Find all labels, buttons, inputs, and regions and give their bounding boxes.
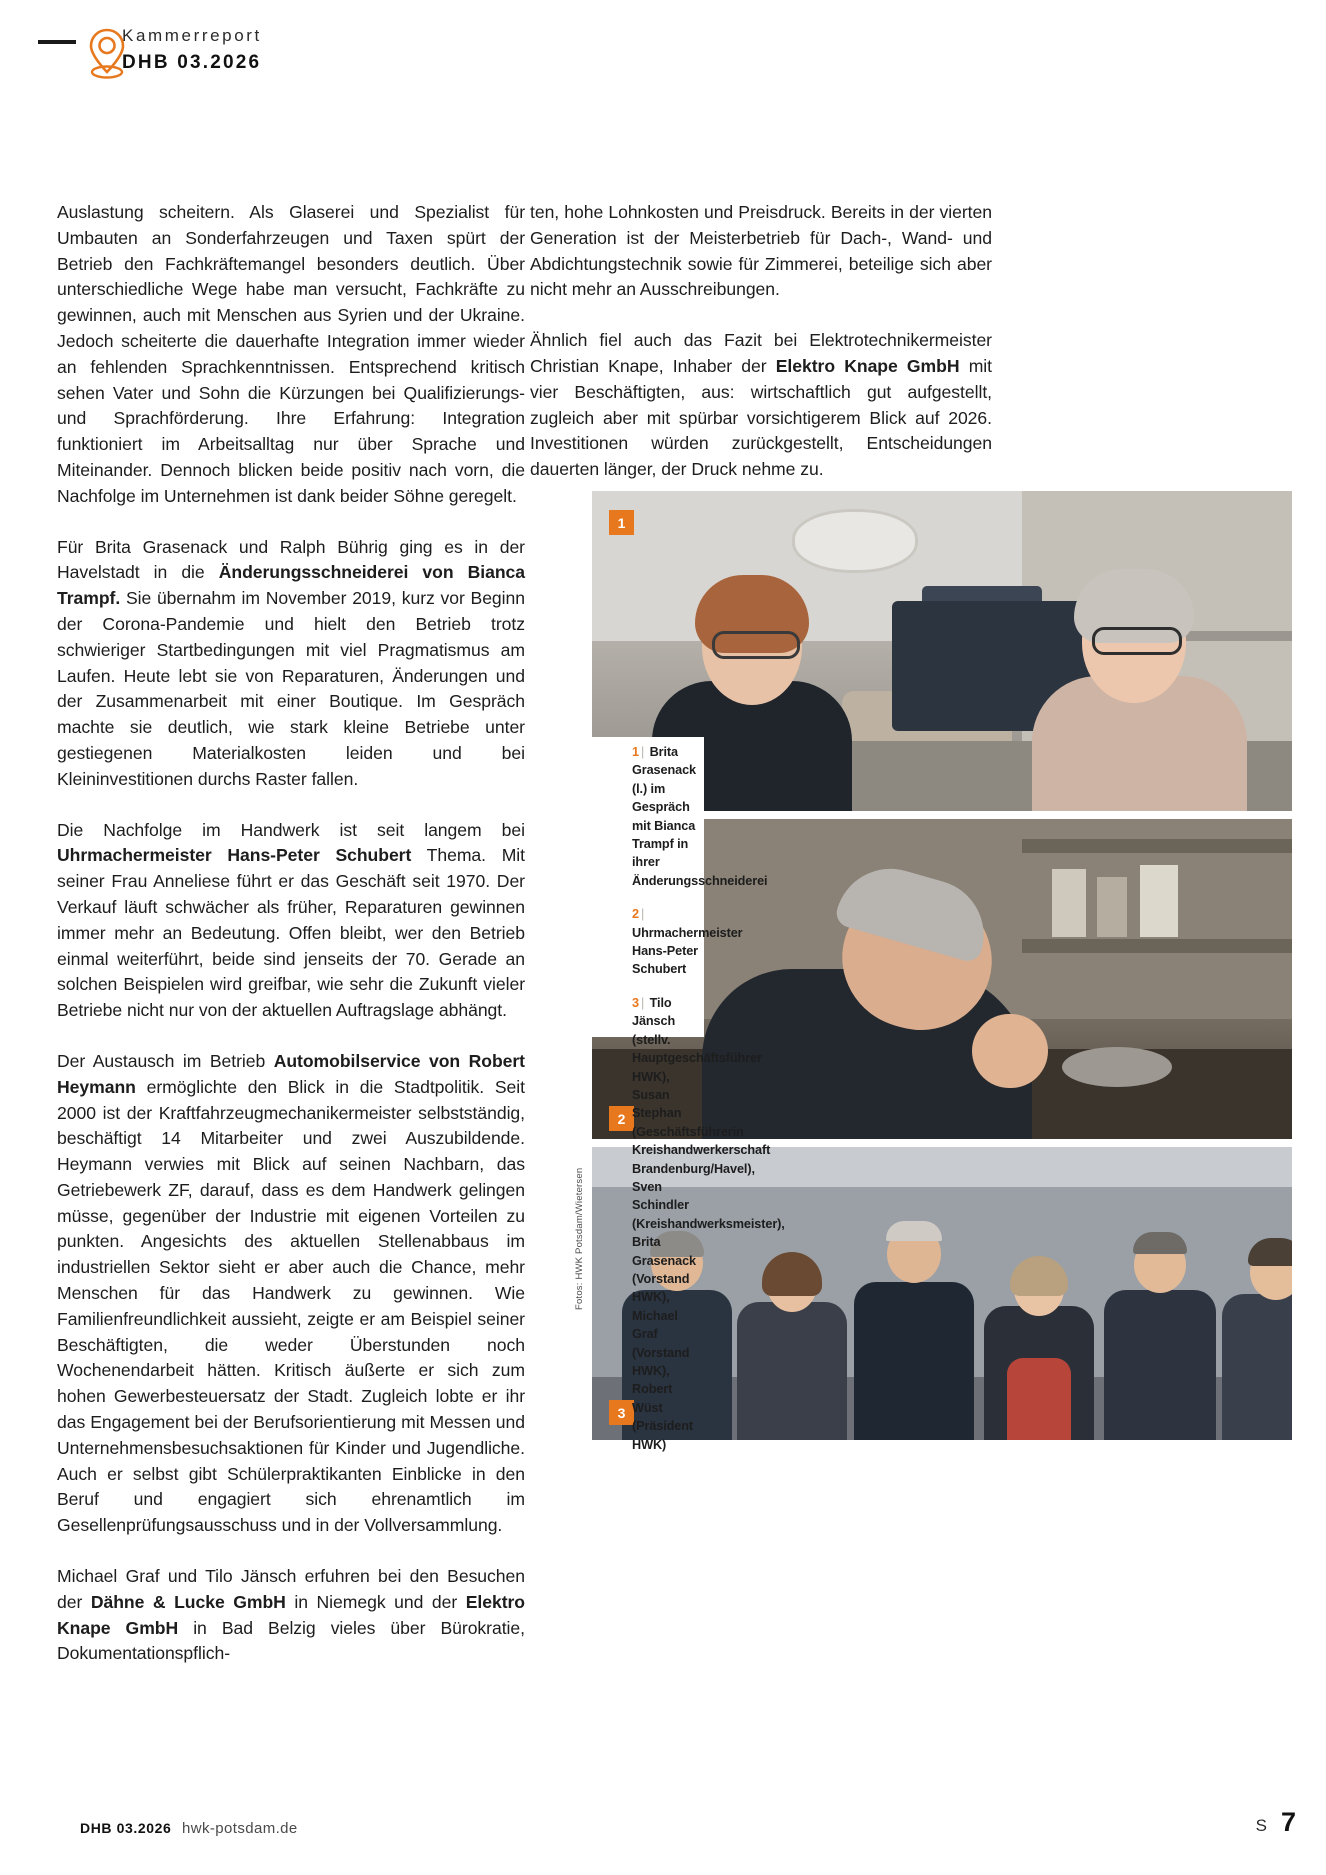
page-footer: [0, 1785, 1326, 1875]
article-right-paragraph: Ähnlich fiel auch das Fazit bei Elektrotechnikermeister Christian Knape, Inhaber der Elektro Knape GmbH mit vier Beschäftigten, aus: wirtschaftlich gut aufgestellt, zugleich aber mit spürbar vorsichtigerem Blick auf 2026. Investitionen würden zurückgestellt, Entscheidungen dauerten länger, der Druck nehme zu.: [530, 330, 992, 480]
highlighted-term: Änderungsschneiderei von Bianca Trampf.: [57, 562, 525, 609]
figure-3-badge: 3: [609, 1400, 634, 1425]
article-left-paragraph: Der Austausch im Betrieb Automobilservice von Robert Heymann ermöglichte den Blick in die Stadtpolitik. Seit 2000 ist der Kraftfahrzeugmechanikermeister selbstständig, beschäftigt 14 Mitarbeiter und zwei Auszubildende. Heymann verwies mit Blick auf seinen Nachbarn, das Getriebewerk ZF, darauf, dass es dem Handwerk gelingen müsse, gegenüber der Industrie mit eigenen Vorteilen zu punkten. Angesichts des aktuellen Stellenabbaus im industriellen Sektor sieht er aber auch die Chance, mehr Menschen für das Handwerk zu gewinnen. Wie Familienfreundlichkeit aussieht, zeigte er am Beispiel seiner Beschäftigten, die weder Überstunden noch Wochenendarbeit hätten. Kritisch äußerte er sich zum hohen Gewerbesteuersatz der Stadt. Zugleich lobte er ihr das Engagement bei der Berufsorientierung mit Messen und Unternehmensbesuchsaktionen für Kinder und Jugendliche. Auch er selbst gibt Schülerpraktikanten Einblicke in den Beruf und engagiert sich ehrenamtlich im Gesellenprüfungsausschuss und in der Vollversammlung.: [57, 1050, 525, 1536]
article-left-paragraph: Auslastung scheitern. Als Glaserei und Spezialist für Umbauten an Sonderfahrzeugen und Taxen spürt der Betrieb den Fachkräftemangel besonders deutlich. Über unterschiedliche Wege habe man versucht, Fachkräfte zu gewinnen, auch mit Menschen aus Syrien und der Ukraine. Jedoch scheiterte die dauerhafte Integration immer wieder an fehlenden Sprachkenntnissen. Entsprechend kritisch sehen Vater und Sohn die Kürzungen bei Qualifizierungs- und Sprachförderung. Ihre Erfahrung: Integration funktioniert im Arbeitsalltag nur über Sprache und Miteinander. Dennoch blicken beide positiv nach vorn, die Nachfolge im Unternehmen ist dank beider Söhne geregelt.: [57, 202, 525, 506]
figure-caption-separator: |: [640, 745, 645, 759]
highlighted-term: Elektro Knape GmbH: [57, 1591, 525, 1638]
figure-2-badge: 2: [609, 1106, 634, 1131]
page-header: [0, 0, 1326, 110]
article-left-paragraph: Michael Graf und Tilo Jänsch erfuhren bei den Besuchen der Dähne & Lucke GmbH in Niemegk und der Elektro Knape GmbH in Bad Belzig vieles über Bürokratie, Dokumentationspflich-: [57, 1566, 525, 1664]
figure-caption: [632, 905, 743, 979]
header-rule: [38, 40, 76, 44]
figure-caption: [632, 743, 768, 890]
article-left-paragraph: Für Brita Grasenack und Ralph Bührig ging es in der Havelstadt in die Änderungsschneiderei von Bianca Trampf. Sie übernahm im November 2019, kurz vor Beginn der Corona-Pandemie und hielt den Betrieb trotz schwieriger Startbedingungen mit viel Pragmatismus am Laufen. Heute lebt sie von Reparaturen, Änderungen und der Zusammenarbeit mit einer Boutique. Im Gespräch machte sie deutlich, wie stark kleine Betriebe unter gestiegenen Materialkosten leiden und bei Kleininvestitionen durchs Raster fallen.: [57, 536, 525, 789]
article-left-column: [57, 200, 525, 1667]
figure-caption-number: 1: [632, 745, 639, 759]
article-left-paragraph: Die Nachfolge im Handwerk ist seit langem bei Uhrmachermeister Hans-Peter Schubert Thema. Mit seiner Frau Anneliese führt er das Geschäft seit 1970. Der Verkauf läuft schwächer als früher, Reparaturen gewinnen immer mehr an Bedeutung. Offen bleibt, wer den Betrieb einmal weiterführt, beide sind jenseits der 70. Gerade an solchen Beispielen wird greifbar, wie sehr die Zukunft vieler Betriebe nicht nur von der aktuellen Auftragslage abhängt.: [57, 819, 525, 1021]
highlighted-term: Automobilservice von Robert Heymann: [57, 1050, 525, 1097]
header-issue: DHB 03.2026: [122, 52, 262, 74]
highlighted-term: Uhrmachermeister Hans-Peter Schubert: [57, 845, 412, 866]
figure-caption: [632, 994, 785, 1454]
figure-caption-number: 2: [632, 907, 639, 922]
footer-url[interactable]: hwk-potsdam.de: [182, 1820, 298, 1837]
figure-caption-separator: |: [640, 907, 645, 922]
figure-caption-text: Brita Grasenack (l.) im Gespräch mit Bianca Trampf in ihrer Änderungsschneiderei: [632, 745, 768, 888]
figure-caption-text: Uhrmachermeister Hans-Peter Schubert: [632, 925, 743, 977]
header-text-block: [122, 26, 262, 75]
photo-credit: Fotos: HWK Potsdam/Wietersen: [574, 1167, 585, 1310]
figure-caption-number: 3: [632, 995, 639, 1010]
header-kicker: Kammerreport: [122, 26, 262, 45]
highlighted-term: Dähne & Lucke GmbH: [90, 1591, 286, 1612]
footer-page-label: S: [1255, 1816, 1268, 1835]
article-right-column: [530, 200, 992, 483]
footer-page-number: 7: [1280, 1807, 1296, 1837]
figure-caption-list: [632, 743, 785, 1454]
figure-caption-separator: |: [640, 995, 645, 1010]
figure-1-badge: 1: [609, 510, 634, 535]
figure-caption-text: Tilo Jänsch (stellv. Hauptgeschäftsführer HWK), Susan Stephan (Geschäftsführerin Kreishandwerkerschaft Brandenburg/Havel), Sven Schindler (Kreishandwerksmeister), Brita Grasenack (Vorstand HWK), Michael Graf (Vorstand HWK), Robert Wüst (Präsident HWK): [632, 995, 785, 1452]
article-right-paragraph: ten, hohe Lohnkosten und Preisdruck. Bereits in der vierten Generation ist der Meisterbetrieb für Dach-, Wand- und Abdichtungstechnik sowie für Zimmerei, beteilige sich aber nicht mehr an Ausschreibungen.: [530, 202, 992, 300]
highlighted-term: Elektro Knape GmbH: [775, 355, 960, 376]
footer-issue: DHB 03.2026: [80, 1820, 172, 1836]
